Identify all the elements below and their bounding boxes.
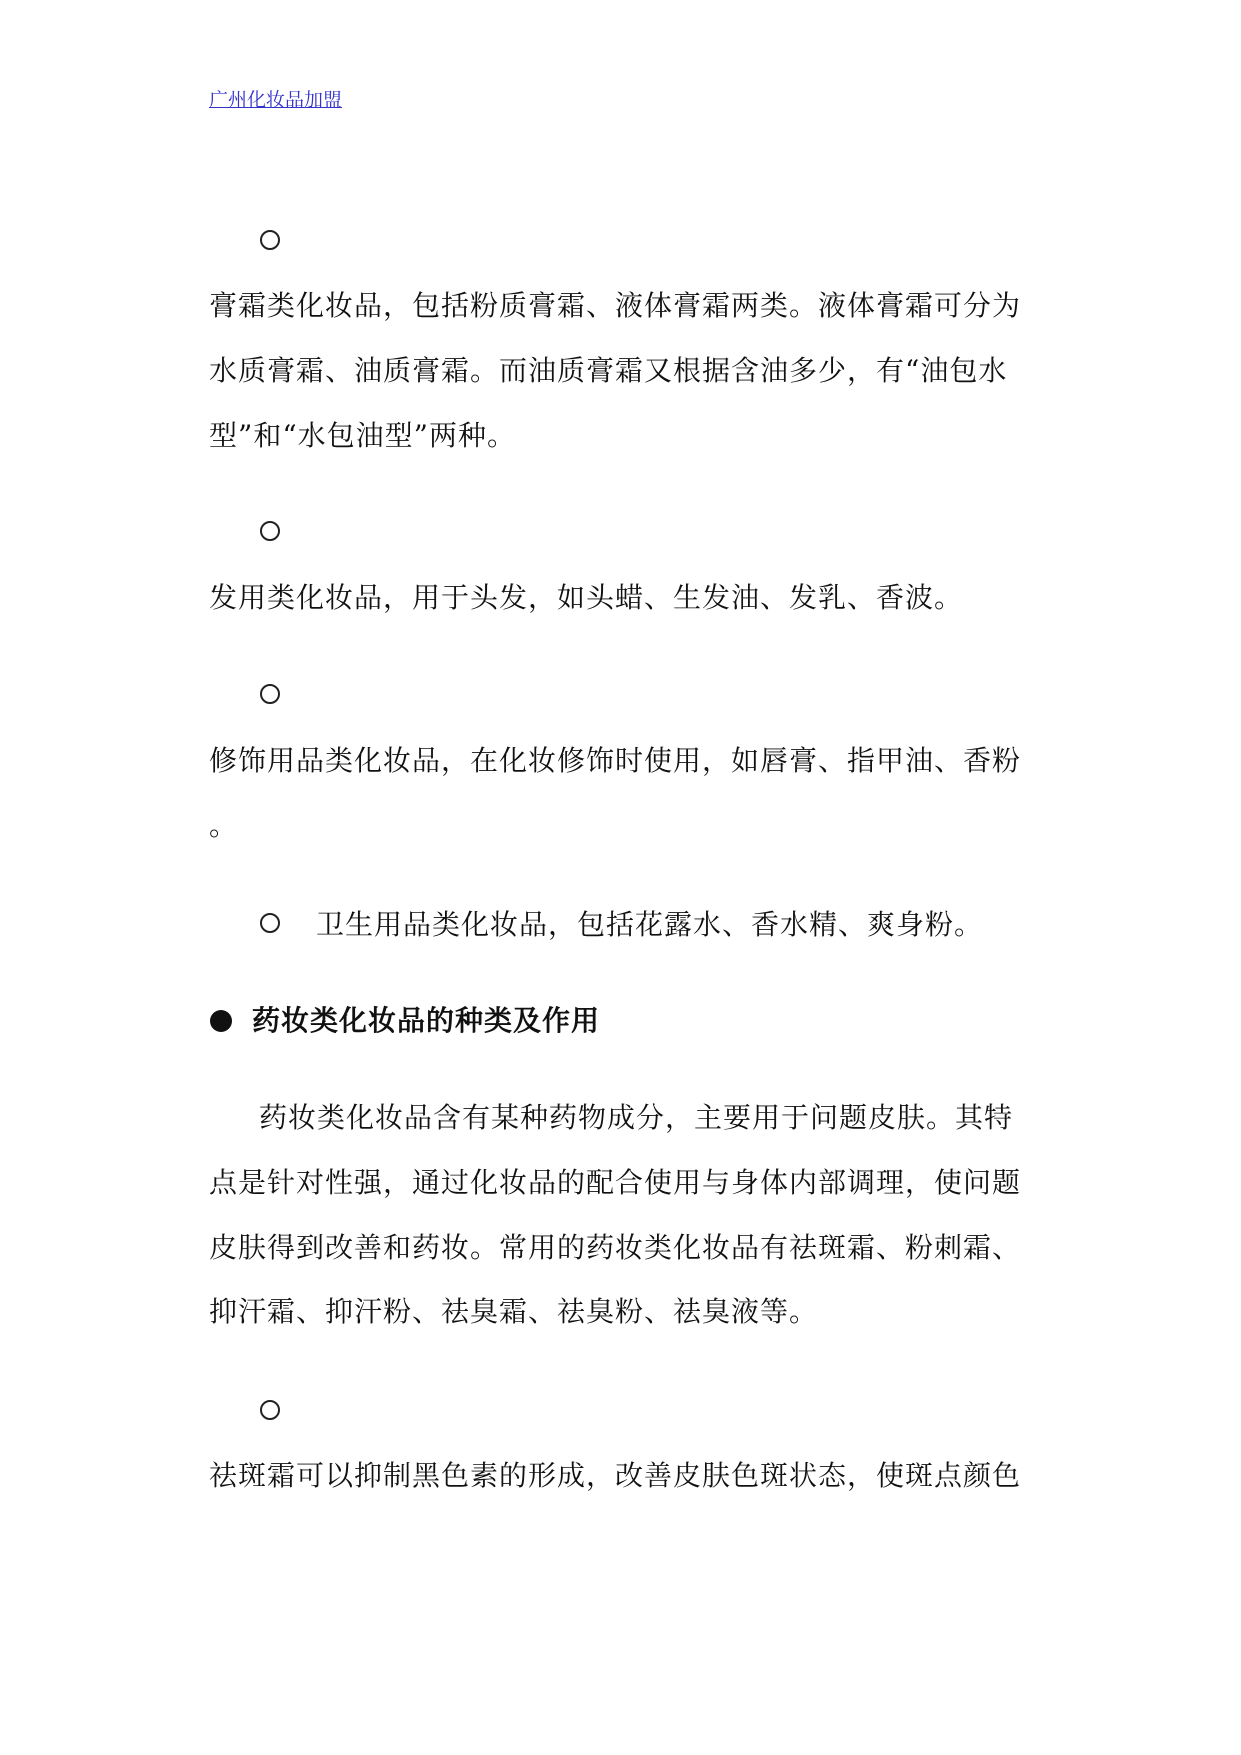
header-link[interactable]: 广州化妆品加盟 xyxy=(209,89,343,111)
body-text-line: 点是针对性强，通过化妆品的配合使用与身体内部调理，使问题 xyxy=(209,1166,1022,1199)
filled-circle-bullet-icon xyxy=(210,1010,232,1032)
hollow-circle-bullet-icon xyxy=(260,913,280,933)
body-text-line: 抑汗霜、抑汗粉、祛臭霜、祛臭粉、祛臭液等。 xyxy=(209,1295,819,1328)
body-text-line: 修饰用品类化妆品，在化妆修饰时使用，如唇膏、指甲油、香粉 xyxy=(209,744,1022,777)
hollow-circle-bullet-icon xyxy=(260,1400,280,1420)
hollow-circle-bullet-icon xyxy=(260,521,280,541)
body-text-line: 皮肤得到改善和药妆。常用的药妆类化妆品有祛斑霜、粉刺霜、 xyxy=(209,1231,1022,1264)
body-text-line: 发用类化妆品，用于头发，如头蜡、生发油、发乳、香波。 xyxy=(209,581,964,614)
body-text-line: 水质膏霜、油质膏霜。而油质膏霜又根据含油多少，有“油包水 xyxy=(209,354,1008,387)
body-text-line: 祛斑霜可以抑制黑色素的形成，改善皮肤色斑状态，使斑点颜色 xyxy=(209,1459,1022,1492)
body-text-line: 卫生用品类化妆品，包括花露水、香水精、爽身粉。 xyxy=(316,908,984,941)
body-text-line: 型”和“水包油型”两种。 xyxy=(209,419,516,452)
body-text-line: 药妆类化妆品含有某种药物成分，主要用于问题皮肤。其特 xyxy=(259,1101,1014,1134)
body-text-line: 。 xyxy=(209,809,239,842)
hollow-circle-bullet-icon xyxy=(260,230,280,250)
body-text-line: 膏霜类化妆品，包括粉质膏霜、液体膏霜两类。液体膏霜可分为 xyxy=(209,289,1022,322)
hollow-circle-bullet-icon xyxy=(260,684,280,704)
section-heading: 药妆类化妆品的种类及作用 xyxy=(252,1004,601,1037)
